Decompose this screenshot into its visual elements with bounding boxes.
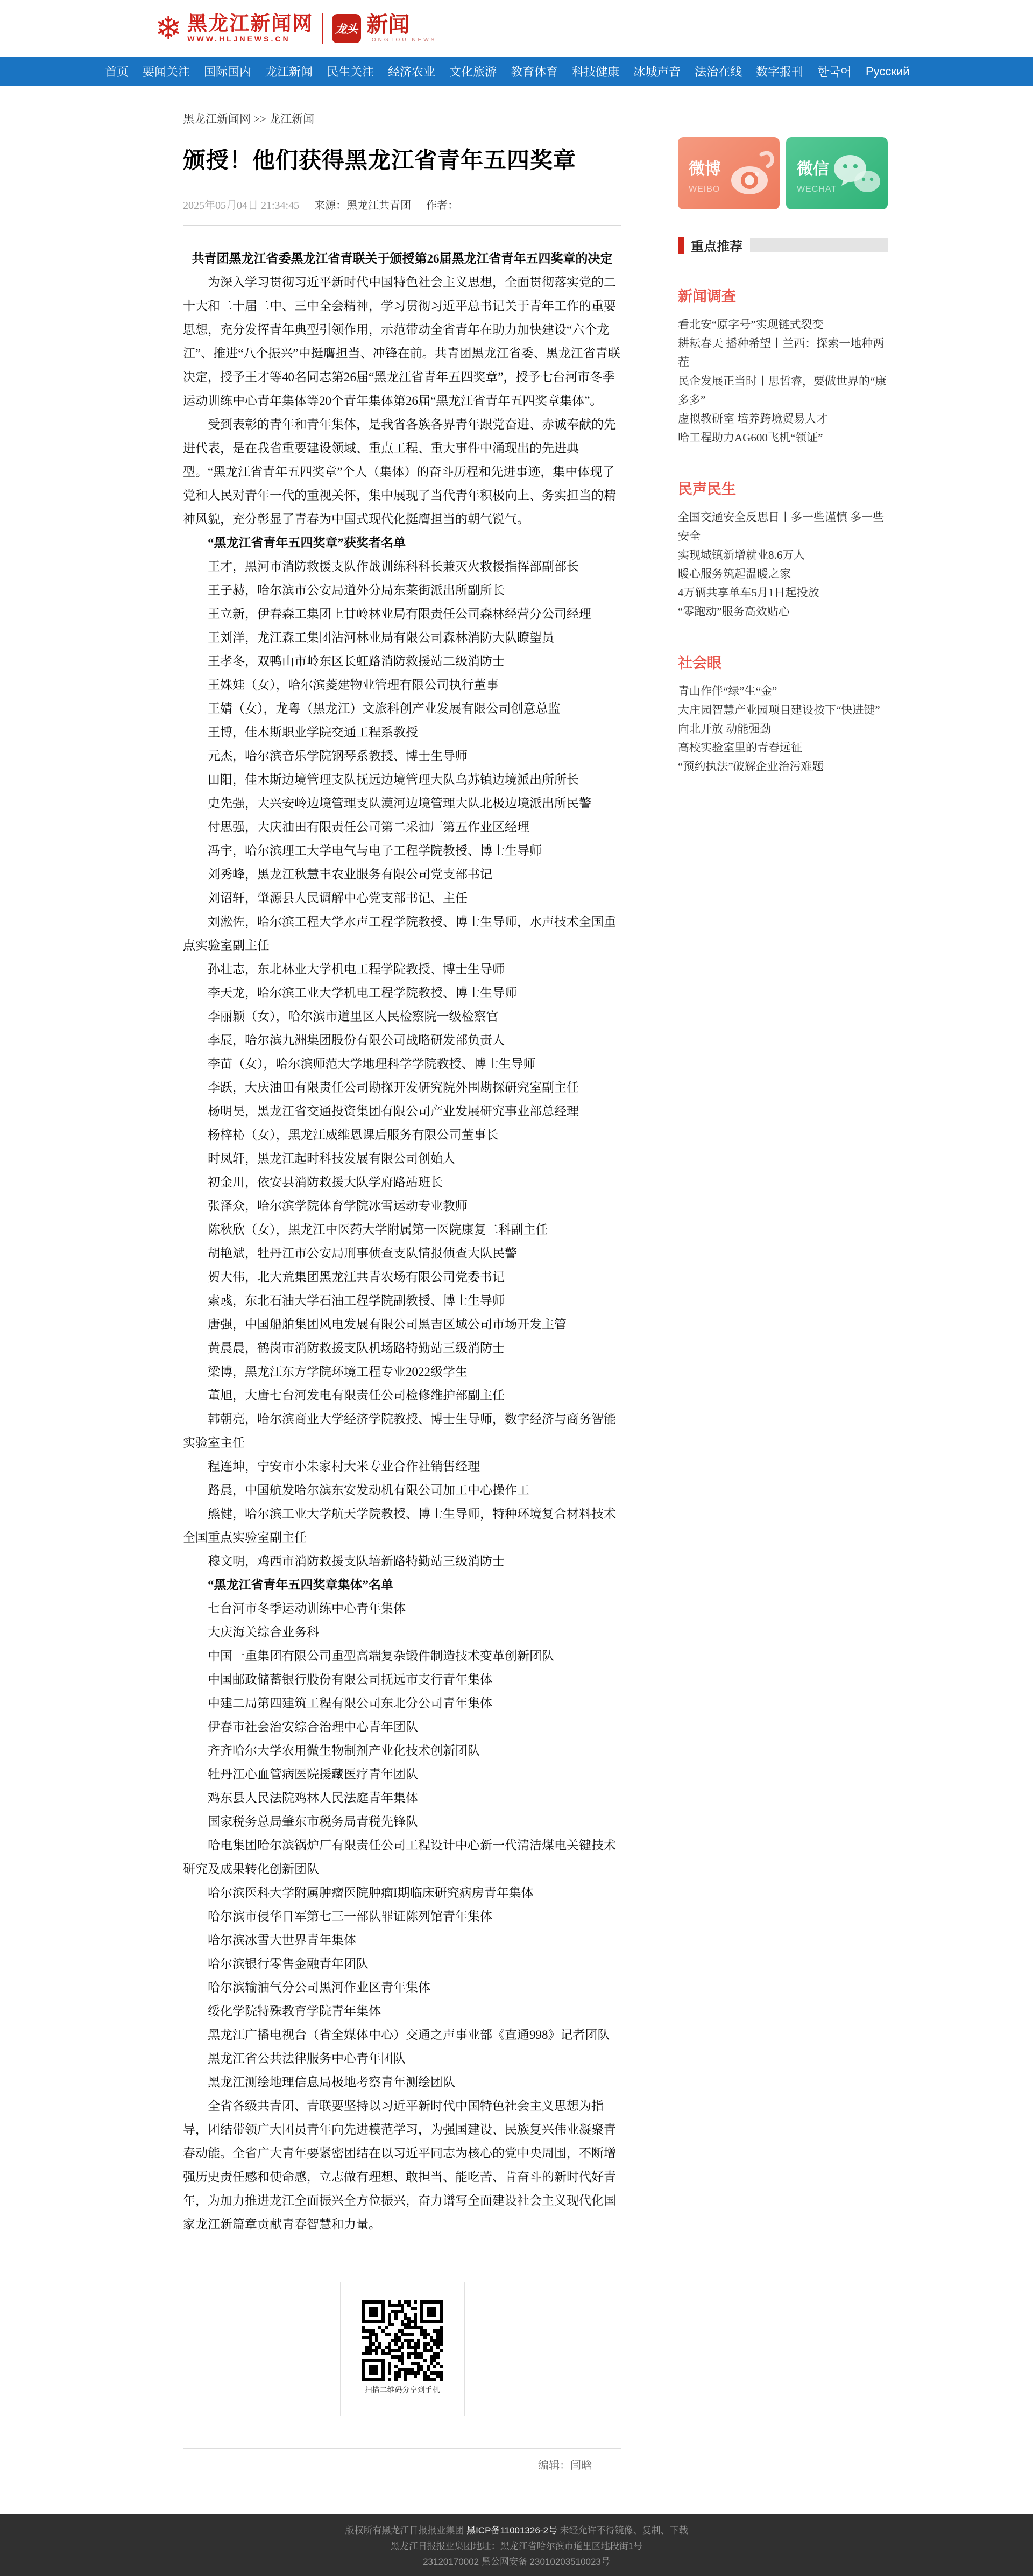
nav-item[interactable]: 经济农业 [388,65,436,79]
collective-entry: 哈尔滨医科大学附属肿瘤医院肿瘤I期临床研究病房青年集体 [208,1886,534,1899]
recommend-strip [750,238,888,252]
individual-entry: 陈秋欣（女），黑龙江中医药大学附属第一医院康复二科副主任 [208,1223,548,1236]
individual-entry: 杨明昊，黑龙江省交通投资集团有限公司产业发展研究事业部总经理 [208,1104,579,1118]
individual-entry: 刘淞佐，哈尔滨工程大学水声工程学院教授、博士生导师，水声技术全国重点实验室副主任 [183,915,616,952]
partner-sub: LONGTOU NEWS [366,37,437,43]
individual-entry: 王才，黑河市消防救援支队作战训练科科长兼灭火救援指挥部副部长 [208,560,579,573]
article-column [145,86,621,2472]
longtou-stamp-icon: 龙头 [332,14,361,43]
nav-item[interactable]: 文化旅游 [449,65,497,79]
nav-item[interactable]: 教育体育 [511,65,558,79]
recommend-title: 重点推荐 [691,240,742,254]
collective-entry: 伊春市社会治安综合治理中心青年团队 [208,1720,418,1734]
site-url: WWW.HLJNEWS.CN [187,34,291,43]
individual-entry: 李辰，哈尔滨九洲集团股份有限公司战略研发部负责人 [208,1033,505,1047]
weibo-icon [724,147,775,199]
nav-item[interactable]: 한국어 [817,65,852,79]
individual-entry: 付思强，大庆油田有限责任公司第二采油厂第五作业区经理 [208,820,529,834]
collective-entry: 绥化学院特殊教育学院青年集体 [208,2004,381,2018]
sidebar [678,86,888,776]
individual-entry: 王博，佳木斯职业学院交通工程系教授 [208,726,418,739]
footer-copyright [0,2523,1033,2538]
individual-entry: 穆文明，鸡西市消防救援支队培新路特勤站三级消防士 [208,1554,505,1568]
individual-entry: 胡艳斌，牡丹江市公安局刑事侦查支队情报侦查大队民警 [208,1247,517,1260]
qr-caption: 扫描二维码分享到手机 [364,2385,440,2394]
nav-item[interactable]: 冰城声音 [633,65,681,79]
paragraph: 为深入学习贯彻习近平新时代中国特色社会主义思想，全面贯彻落实党的二十大和二十届二中、三中全会精神，学习贯彻习近平总书记关于青年工作的重要思想，充分发挥青年典型引领作用，示范带动全省青年在助力加快建设“六个龙江”、推进“八个振兴”中挺膺担当、冲锋在前。共青团黑龙江省委、黑龙江省青联决定，授予王才等40名同志第26届“黑龙江省青年五四奖章”，授予七台河市冬季运动训练中心青年集体等20个青年集体第26届“黑龙江省青年五四奖章集体”。 [183,276,620,407]
individual-entry: 史先强，大兴安岭边境管理支队漠河边境管理大队北极边境派出所民警 [208,797,591,810]
individual-entry: 王子赫，哈尔滨市公安局道外分局东莱街派出所副所长 [208,583,505,597]
collective-entry: 中国一重集团有限公司重型高端复杂锻件制造技术变革创新团队 [208,1649,554,1663]
nav-item[interactable]: 国际国内 [204,65,252,79]
individual-entry: 王立新，伊春森工集团上甘岭林业局有限责任公司森林经营分公司经理 [208,607,591,621]
collective-entry: 大庆海关综合业务科 [208,1625,319,1639]
sidebar-link[interactable]: 耕耘春天 播种希望丨兰西：探索一地种两茬 [678,337,885,369]
collective-entry: 黑龙江省公共法律服务中心青年团队 [208,2052,406,2065]
collective-entry: 哈电集团哈尔滨锅炉厂有限责任公司工程设计中心新一代清洁煤电关键技术研究及成果转化创新团队 [183,1839,616,1876]
individual-entry: 路晨，中国航发哈尔滨东安发动机有限公司加工中心操作工 [208,1483,529,1497]
section-title[interactable]: 新闻调查 [678,288,736,305]
breadcrumb [183,86,621,126]
breadcrumb-site[interactable]: 黑龙江新闻网 [183,112,251,125]
sidebar-link[interactable]: 向北开放 动能强劲 [678,722,772,735]
collective-entry: 中国邮政储蓄银行股份有限公司抚远市支行青年集体 [208,1673,492,1686]
individual-entry: 李天龙，哈尔滨工业大学机电工程学院教授、博士生导师 [208,986,517,1000]
section-title[interactable]: 社会眼 [678,655,721,671]
sidebar-section-people-livelihood [678,477,888,621]
weibo-sublabel: WEIBO [689,185,720,194]
breadcrumb-separator: >> [253,112,266,125]
individual-entry: 元杰，哈尔滨音乐学院钢琴系教授、博士生导师 [208,749,468,763]
sidebar-link[interactable]: 4万辆共享单车5月1日起投放 [678,586,819,599]
individual-entry: 王刘洋，龙江森工集团沾河林业局有限公司森林消防大队瞭望员 [208,631,554,644]
individual-entry: 董旭，大唐七台河发电有限责任公司检修维护部副主任 [208,1389,505,1402]
sidebar-link[interactable]: 民企发展正当时丨思哲睿，要做世界的“康多多” [678,375,887,406]
breadcrumb-section[interactable]: 龙江新闻 [269,112,315,125]
individual-entry: 刘诏轩，肇源县人民调解中心党支部书记、主任 [208,891,468,905]
bottom-divider [183,2448,621,2449]
individual-entry: 田阳，佳木斯边境管理支队抚远边境管理大队乌苏镇边境派出所所长 [208,773,579,786]
collective-entry: 哈尔滨市侵华日军第七三一部队罪证陈列馆青年集体 [208,1910,492,1923]
footer-address: 黑龙江日报报业集团地址：黑龙江省哈尔滨市道里区地段街1号 [390,2541,643,2551]
partner-name: 新闻 [366,12,410,37]
collective-entry: 国家税务总局肇东市税务局青税先锋队 [208,1815,418,1828]
sidebar-link[interactable]: “零跑动”服务高效贴心 [678,605,790,618]
wechat-sublabel: WECHAT [797,185,837,194]
collective-entry: 中建二局第四建筑工程有限公司东北分公司青年集体 [208,1697,492,1710]
site-header [0,0,1033,57]
individual-entry: 张泽众，哈尔滨学院体育学院冰雪运动专业教师 [208,1199,468,1213]
closing-paragraph: 全省各级共青团、青联要坚持以习近平新时代中国特色社会主义思想为指导，团结带领广大团员青年向先进模范学习，为强国建设、民族复兴伟业凝聚青春动能。全省广大青年要紧密团结在以习近平同志为核心的党中央周围，不断增强历史责任感和使命感，立志做有理想、敢担当、能吃苦、肯奋斗的新时代好青年，为加力推进龙江全面振兴全方位振兴，奋力谱写全面建设社会主义现代化国家龙江新篇章贡献青春智慧和力量。 [183,2099,616,2231]
qr-code [362,2300,443,2381]
sidebar-link[interactable]: 实现城镇新增就业8.6万人 [678,548,805,561]
nav-item[interactable]: 龙江新闻 [265,65,313,79]
collective-entry: 七台河市冬季运动训练中心青年集体 [208,1602,406,1615]
snowflake-icon: ❄ [155,10,182,46]
nav-item[interactable]: 法治在线 [695,65,742,79]
nav-item[interactable]: 数字报刊 [756,65,804,79]
red-block-icon [678,237,684,254]
individual-entry: 韩朝亮，哈尔滨商业大学经济学院教授、博士生导师，数字经济与商务智能实验室主任 [183,1412,616,1449]
collective-entry: 哈尔滨银行零售金融青年团队 [208,1957,369,1970]
individual-entry: 李苗（女），哈尔滨师范大学地理科学学院教授、博士生导师 [208,1057,536,1071]
weibo-card[interactable] [678,137,780,209]
icp-number[interactable]: 黑ICP备11001326-2号 [466,2525,557,2536]
sidebar-link[interactable]: 青山作伴“绿”生“金” [678,685,777,698]
logo-divider [322,13,323,44]
individual-entry: 熊健，哈尔滨工业大学航天学院教授、博士生导师，特种环境复合材料技术全国重点实验室副主任 [183,1507,616,1544]
sidebar-section-news-survey [678,285,888,447]
site-name: 黑龙江新闻网 [187,12,314,35]
collective-entry: 哈尔滨冰雪大世界青年集体 [208,1933,356,1947]
sidebar-link[interactable]: 看北安“原字号”实现链式裂变 [678,318,824,331]
footer-copyright-suffix: 未经允许不得镜像、复制、下载 [557,2525,688,2536]
page-title: 颁授！他们获得黑龙江省青年五四奖章 [183,149,577,173]
collective-entry: 哈尔滨输油气分公司黑河作业区青年集体 [208,1981,430,1994]
individual-entry: 唐强，中国船舶集团风电发展有限公司黑吉区域公司市场开发主管 [208,1318,567,1331]
qr-share-box [340,2282,465,2416]
document-title: 共青团黑龙江省委黑龙江省青联关于颁授第26届黑龙江省青年五四奖章的决定 [192,252,613,265]
sidebar-link[interactable]: 大庄园智慧产业园项目建设按下“快进键” [678,703,880,716]
article-body [183,247,621,2236]
individual-entry: 贺大伟，北大荒集团黑龙江共青农场有限公司党委书记 [208,1270,505,1284]
article-meta [183,196,621,212]
individual-entry: 程连坤，宁安市小朱家村大米专业合作社销售经理 [208,1460,480,1473]
site-footer [0,2514,1033,2576]
sidebar-link[interactable]: “预约执法”破解企业治污难题 [678,760,824,773]
sidebar-link[interactable]: 暖心服务筑起温暖之家 [678,567,791,580]
section-title[interactable]: 民声民生 [678,481,736,497]
footer-license: 23120170002 黑公网安备 23010203510023号 [423,2557,610,2567]
weibo-label: 微博 [689,160,721,178]
individual-entry: 王婧（女），龙粤（黑龙江）文旅科创产业发展有限公司创意总监 [208,702,561,715]
individual-entry: 时凤轩，黑龙江起时科技发展有限公司创始人 [208,1152,455,1165]
nav-item[interactable]: Русский [865,64,910,78]
footer-copyright-text: 版权所有黑龙江日报报业集团 [345,2525,467,2536]
sidebar-link[interactable]: 虚拟教研室 培养跨境贸易人才 [678,412,828,425]
wechat-label: 微信 [797,160,829,178]
wechat-icon [827,147,883,203]
author: 作者： [426,200,459,212]
paragraph: 受到表彰的青年和青年集体，是我省各族各界青年跟党奋进、赤诚奉献的先进代表，是在我省重要建设领域、重点工程、重大事件中涌现出的先进典型。“黑龙江省青年五四奖章”个人（集体）的奋斗历程和先进事迹，集中体现了党和人民对青年一代的重视关怀，集中展现了当代青年积极向上、务实担当的精神风貌，充分彰显了青春为中国式现代化挺膺担当的朝气锐气。 [183,418,616,526]
meta-divider [183,225,621,226]
individual-entry: 孙壮志，东北林业大学机电工程学院教授、博士生导师 [208,962,505,976]
main-nav [0,57,1033,86]
individual-entry: 刘秀峰，黑龙江秋慧丰农业服务有限公司党支部书记 [208,868,492,881]
source: 来源：黑龙江共青团 [314,200,412,212]
collective-list-title: “黑龙江省青年五四奖章集体”名单 [208,1578,393,1592]
individual-entry: 梁博，黑龙江东方学院环境工程专业2022级学生 [208,1365,468,1378]
nav-item[interactable]: 民生关注 [327,65,374,79]
recommend-header [678,236,888,255]
individual-entry: 冯宇，哈尔滨理工大学电气与电子工程学院教授、博士生导师 [208,844,542,857]
publish-date: 2025年05月04日 21:34:45 [183,200,300,212]
collective-entry: 牡丹江心血管病医院援藏医疗青年团队 [208,1768,418,1781]
individual-entry: 黄晨晨，鹤岗市消防救援支队机场路特勤站三级消防士 [208,1341,505,1355]
sidebar-link[interactable]: 高校实验室里的青春远征 [678,741,802,754]
individual-entry: 李跃，大庆油田有限责任公司勘探开发研究院外围勘探研究室副主任 [208,1081,579,1094]
individual-entry: 杨梓杺（女），黑龙江威维恩课后服务有限公司董事长 [208,1128,499,1142]
nav-item[interactable]: 首页 [105,65,129,79]
sidebar-section-society-eye [678,651,888,776]
sidebar-link[interactable]: 哈工程助力AG600飞机“领证” [678,431,823,444]
individual-list-title: “黑龙江省青年五四奖章”获奖者名单 [208,536,406,550]
nav-item[interactable]: 要闻关注 [143,65,190,79]
sidebar-link[interactable]: 全国交通安全反思日丨多一些谨慎 多一些安全 [678,511,885,543]
individual-entry: 索彧，东北石油大学石油工程学院副教授、博士生导师 [208,1294,505,1307]
collective-entry: 黑龙江广播电视台（省全媒体中心）交通之声事业部《直通998》记者团队 [208,2028,610,2042]
collective-entry: 黑龙江测绘地理信息局极地考察青年测绘团队 [208,2075,455,2089]
collective-entry: 鸡东县人民法院鸡林人民法庭青年集体 [208,1791,418,1805]
site-logo[interactable] [155,12,436,45]
collective-entry: 齐齐哈尔大学农用微生物制剂产业化技术创新团队 [208,1744,480,1757]
individual-entry: 李丽颖（女），哈尔滨市道里区人民检察院一级检察官 [208,1010,499,1023]
individual-entry: 王姝娃（女），哈尔滨菱建物业管理有限公司执行董事 [208,678,499,692]
wechat-card[interactable] [786,137,888,209]
individual-entry: 王孝冬，双鸭山市岭东区长虹路消防救援站二级消防士 [208,654,505,668]
nav-item[interactable]: 科技健康 [572,65,620,79]
editor-line: 编辑：闫晗 [538,2460,592,2472]
individual-entry: 初金川，依安县消防救援大队学府路站班长 [208,1176,443,1189]
